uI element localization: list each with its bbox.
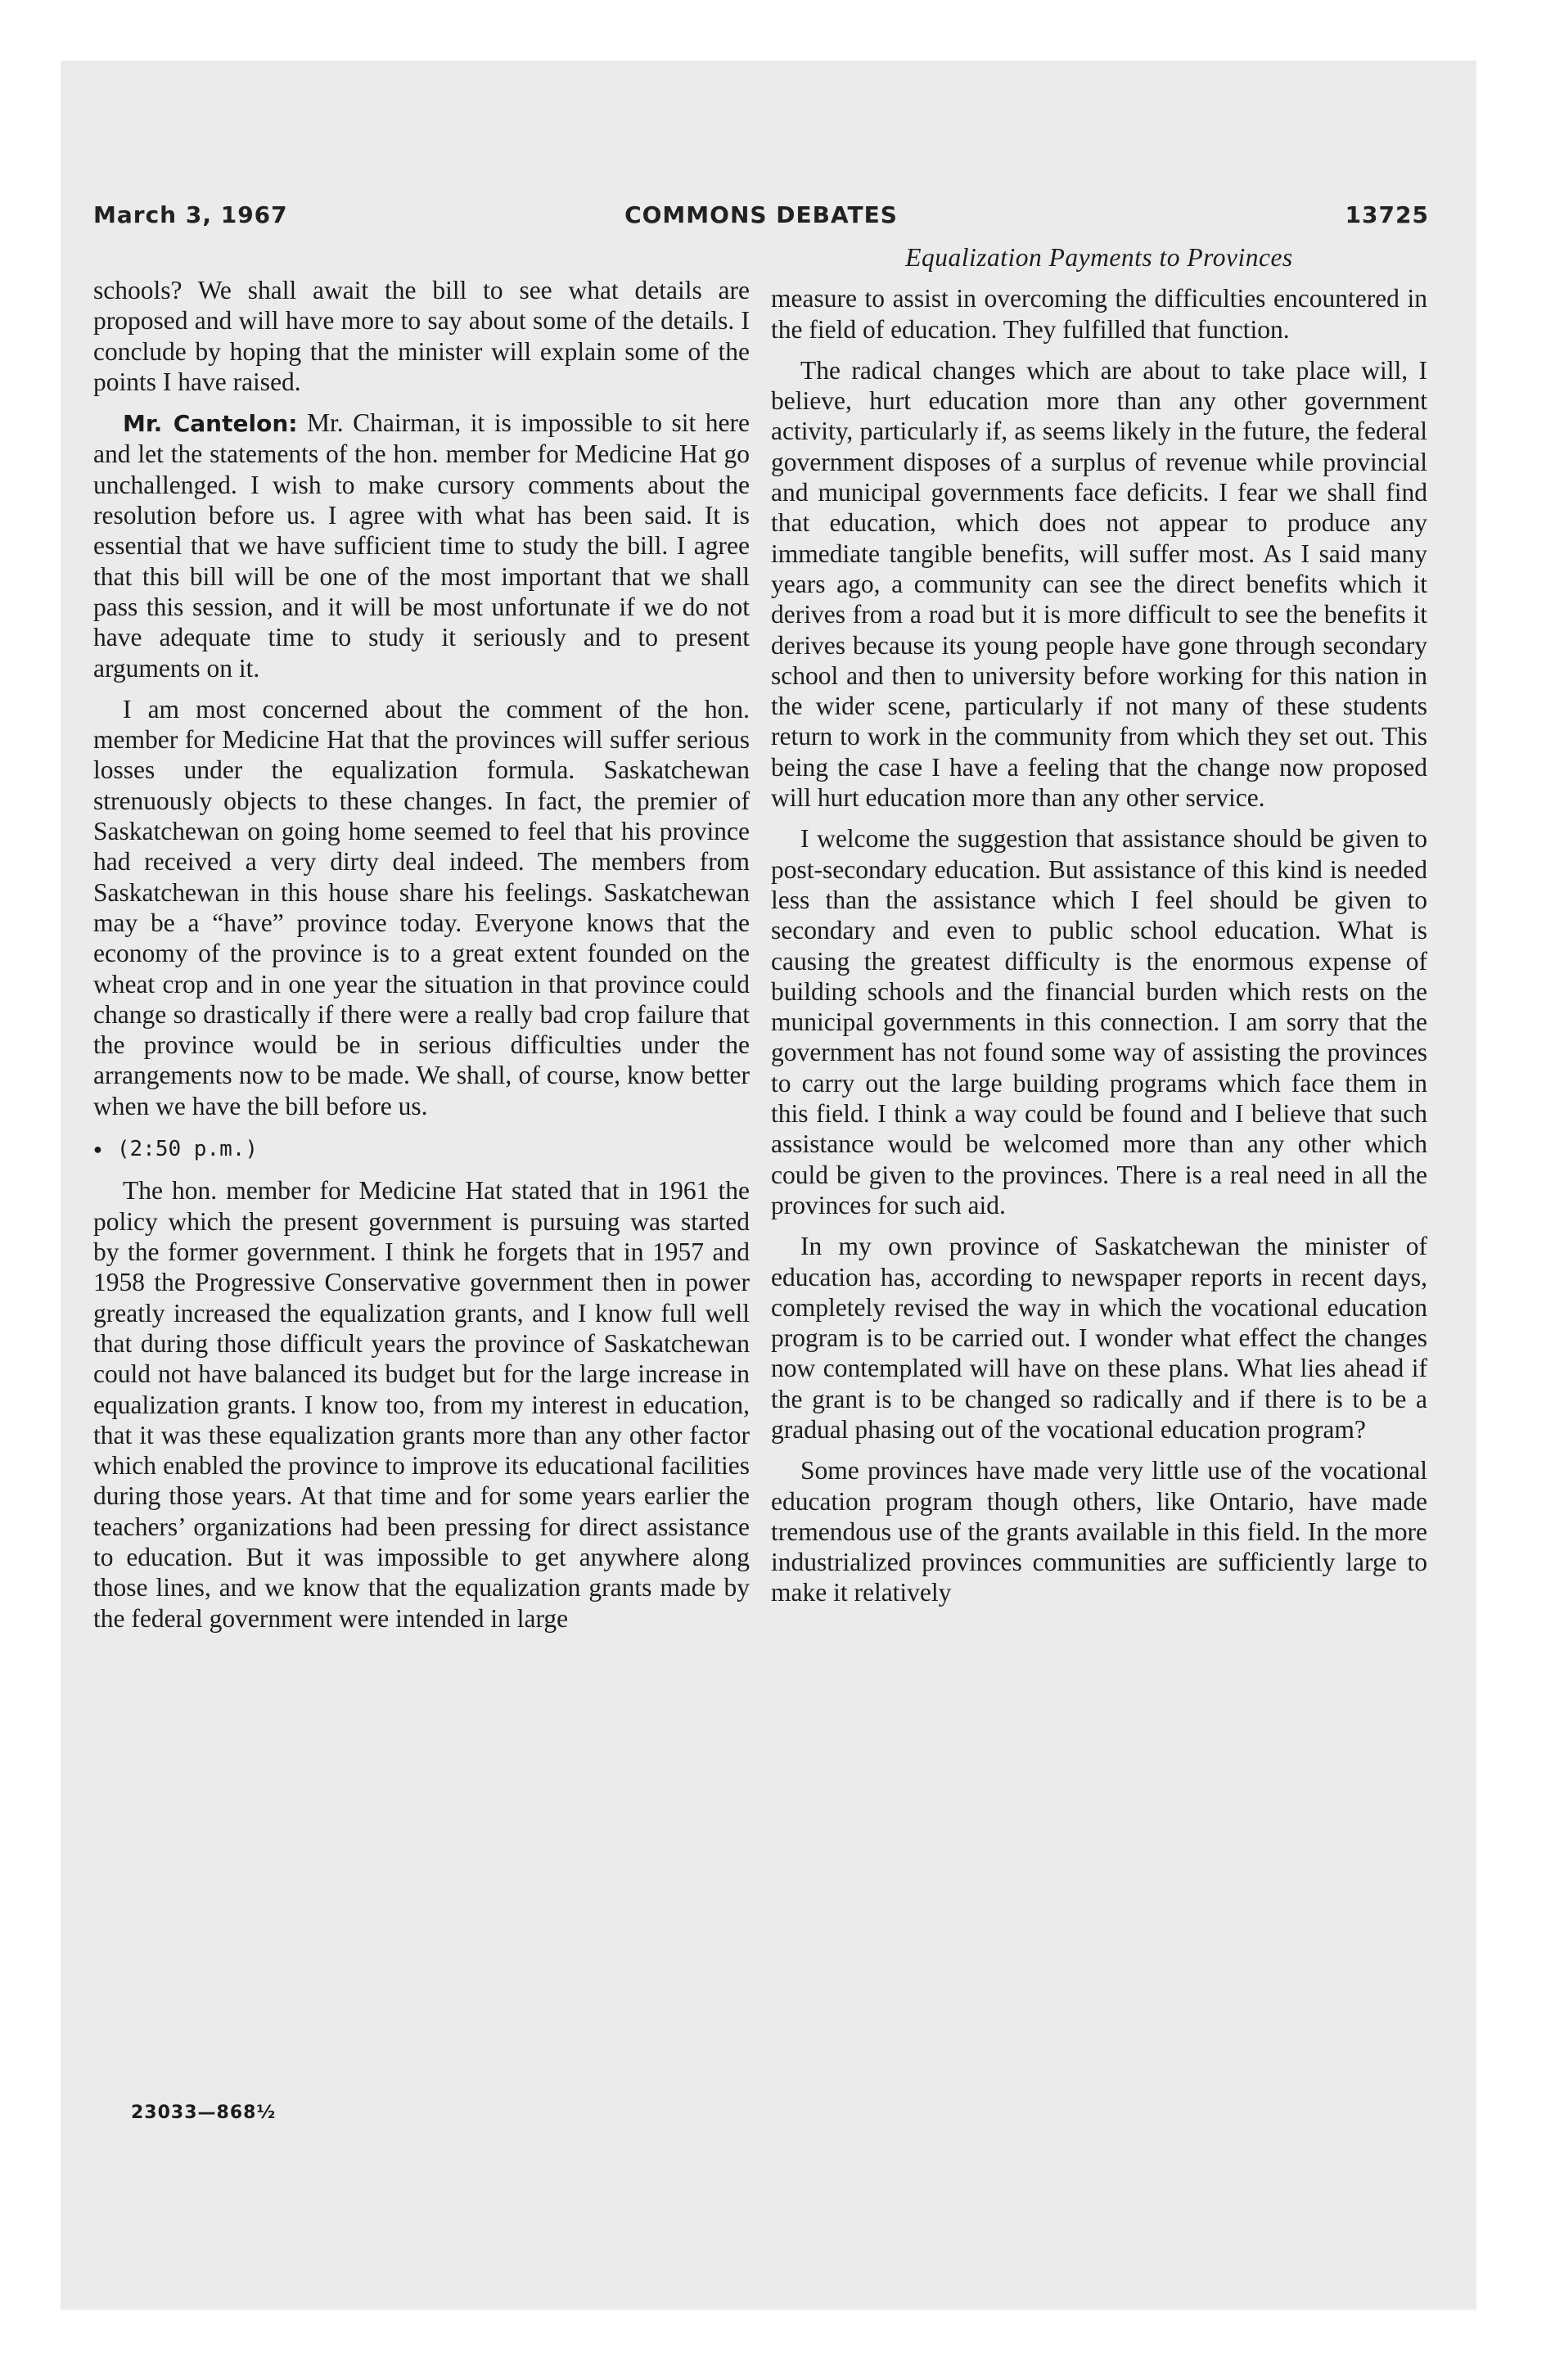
right-paragraph-5: Some provinces have made very little use of the vocational education program though others, like Ontario, have made tremendous use of the grants available in this field. In the more industrialized provinces communities are sufficiently large to make it relatively [771, 1456, 1427, 1607]
header-date: March 3, 1967 [93, 201, 288, 228]
header-title: COMMONS DEBATES [624, 201, 898, 228]
time-marker [93, 1132, 750, 1165]
page-header [93, 201, 1429, 237]
right-paragraph-4: In my own province of Saskatchewan the minister of education has, according to newspaper reports in recent days, completely revised the way in which the vocational education program is to be carried out. I wonder what effect the changes now contemplated will have on these plans. What lies ahead if the grant is to be changed so radically and if there is to be a gradual phasing out of the vocational education program? [771, 1232, 1427, 1444]
left-paragraph-1: schools? We shall await the bill to see what details are proposed and will have more to say about some of the details. I conclude by hoping that the minister will explain some of the points I have raised. [93, 276, 750, 396]
footer-code: 23033—868½ [131, 2103, 277, 2123]
speaker-text: Mr. Chairman, it is impossible to sit here and let the statements of the hon. member for Medicine Hat go unchallenged. I wish to make cursory comments about the resolution before us. I agree with what has been said. It is essential that we have sufficient time to study the bill. I agree that this bill will be one of the most important that we shall pass this session, and it will be most unfortunate if we do not have adequate time to study it seriously and to present arguments on it. [93, 408, 750, 683]
right-paragraph-1: measure to assist in overcoming the difficulties encountered in the field of education. They fulfilled that function. [771, 284, 1427, 344]
running-head: Equalization Payments to Provinces [905, 243, 1293, 272]
right-paragraph-3: I welcome the suggestion that assistance should be given to post-secondary education. But assistance of this kind is needed less than the assistance which I feel should be given to secondary and even to public school education. What is causing the greatest difficulty is the enormous expense of building schools and the financial burden which rests on the municipal governments in this connection. I am sorry that the government has not found some way of assisting the provinces to carry out the large building programs which face them in this field. I think a way could be found and I believe that such assistance would be welcomed more than any other which could be given to the provinces. There is a real need in all the provinces for such aid. [771, 824, 1427, 1219]
left-column [93, 275, 750, 1644]
left-paragraph-2 [93, 408, 750, 683]
bullet-icon: ● [93, 1141, 102, 1158]
right-paragraph-2: The radical changes which are about to take place will, I believe, hurt education more than any other government activity, particularly if, as seems likely in the future, the federal government disposes of a surplus of revenue while provincial and municipal governments face deficits. I fear we shall find that education, which does not appear to produce any immediate tangible benefits, will suffer most. As I said many years ago, a community can see the direct benefits which it derives from a road but it is more difficult to see the benefits it derives because its young people have gone through secondary school and then to university before working for this nation in the wider scene, particularly if not many of these students return to work in the community from which they set out. This being the case I have a feeling that the change now proposed will hurt education more than any other service. [771, 355, 1427, 813]
left-paragraph-3: I am most concerned about the comment of the hon. member for Medicine Hat that the provinces will suffer serious losses under the equalization formula. Saskatchewan strenuously objects to these changes. In fact, the premier of Saskatchewan on going home seemed to feel that his province had received a very dirty deal indeed. The members from Saskatchewan in this house share his feelings. Saskatchewan may be a “have” province today. Everyone knows that the economy of the province is to a great extent founded on the wheat crop and in one year the situation in that province could change so drastically if there were a really bad crop failure that the province would be in serious difficulties under the arrangements now to be made. We shall, of course, know better when we have the bill before us. [93, 694, 750, 1120]
time-marker-text: (2:50 p.m.) [116, 1137, 259, 1162]
right-column [771, 242, 1427, 1619]
header-page-number: 13725 [1345, 201, 1429, 228]
left-paragraph-4: The hon. member for Medicine Hat stated that in 1961 the policy which the present government is pursuing was started by the former government. I think he forgets that in 1957 and 1958 the Progressive Conservative government then in power greatly increased the equalization grants, and I know full well that during those difficult years the province of Saskatchewan could not have balanced its budget but for the large increase in equalization grants. I know too, from my interest in education, that it was these equalization grants more than any other factor which enabled the province to improve its educational facilities during those years. At that time and for some years earlier the teachers’ organizations had been pressing for direct assistance to education. But it was impossible to get anywhere along those lines, and we know that the equalization grants made by the federal government were intended in large [93, 1176, 750, 1633]
speaker-name: Mr. Cantelon: [123, 410, 298, 438]
